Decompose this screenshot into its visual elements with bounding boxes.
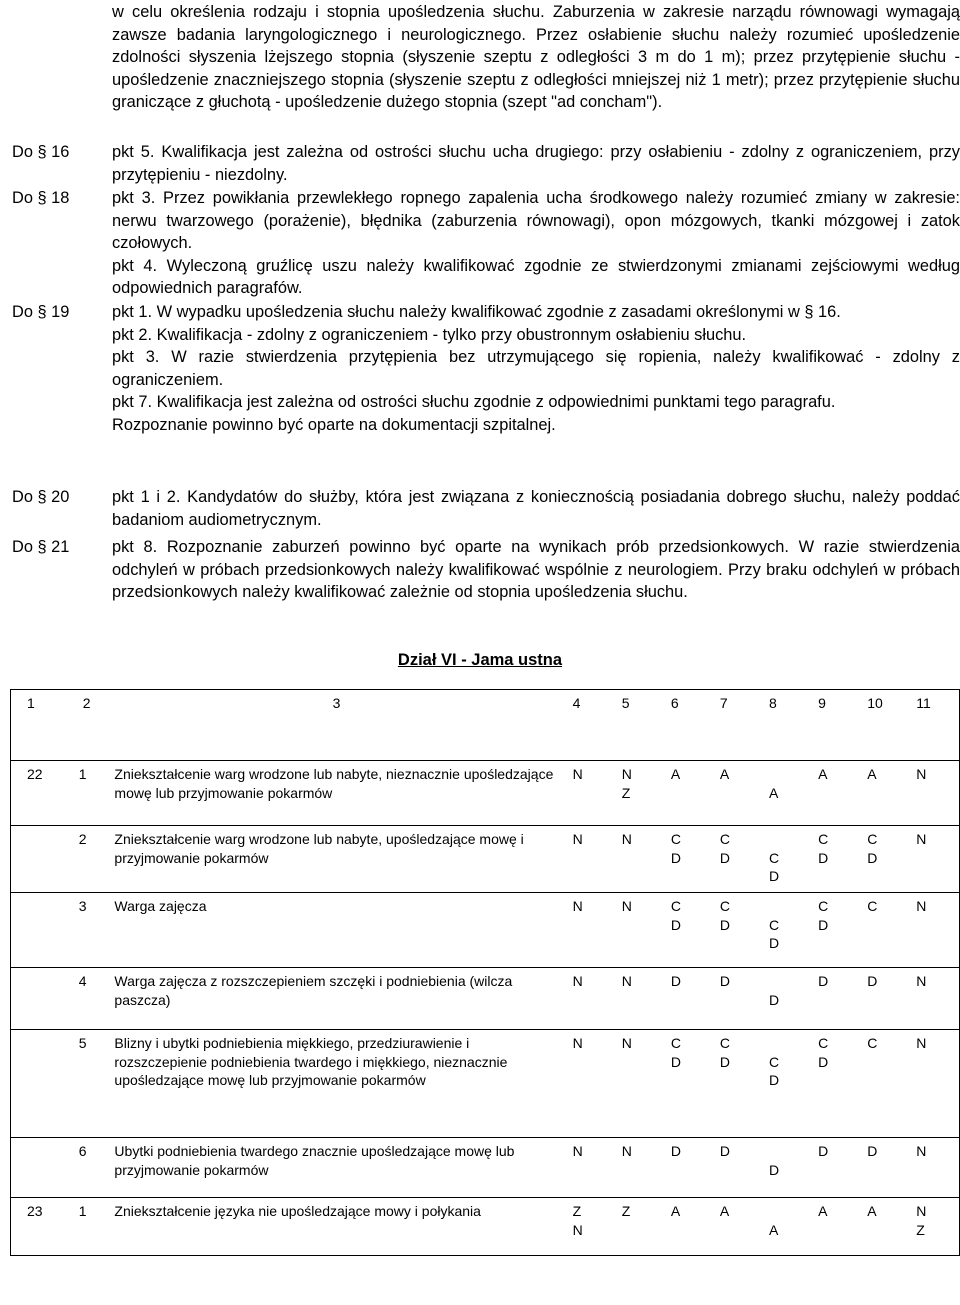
paragraph: pkt 3. W razie stwierdzenia przytępienia bez utrzymującego się ropienia, należy kwalifikować - zdolny z ograniczeniem. [112,348,960,389]
category-mark: D [818,1143,829,1159]
category-cell [714,1030,763,1138]
category-cell [910,893,959,968]
paragraph: pkt 2. Kwalifikacja - zdolny z ograniczeniem - tylko przy obustronnym osłabieniu słuchu. [112,325,747,344]
category-mark [763,1202,812,1221]
category-cell [567,968,616,1030]
category-mark: N [916,973,927,989]
category-mark: N [916,898,927,914]
category-mark: C [867,898,878,914]
category-mark: N [621,766,632,782]
category-cell [861,826,910,893]
category-mark: N [621,1143,632,1159]
category-cell [763,761,812,826]
category-mark: N [621,1035,632,1051]
paragraph: pkt 4. Wyleczoną gruźlicę uszu należy kwalifikować zgodnie ze stwierdzonymi zmianami zejściowymi według odpowiednich paragrafów. [112,256,960,298]
section-21 [12,536,960,604]
item-number: 2 [77,826,107,893]
category-mark: Z [572,1203,582,1219]
column-number: 9 [812,690,861,761]
category-mark: A [719,1203,730,1219]
category-cell [812,1198,861,1256]
section-20 [12,486,960,531]
category-mark: D [818,849,829,866]
category-cell [861,968,910,1030]
column-number: 11 [910,690,959,761]
category-mark: Z [621,1203,631,1219]
section-label: Do § 19 [12,303,70,321]
category-cell [714,968,763,1030]
group-number: 22 [11,761,77,826]
category-mark: D [818,916,829,933]
category-cell [567,1198,616,1256]
item-number: 1 [77,761,107,826]
category-cell [910,826,959,893]
intro-paragraph: w celu określenia rodzaju i stopnia upośledzenia słuchu. Zaburzenia w zakresie narządu równowagi wymagają zawsze badania laryngologicznego i neurologicznego. Przez osłabienie słuchu należy rozumieć upośledzenie zdolności słyszenia lżejszego stopnia (słyszenie szeptu z odległości 3 m do 1 m); przez przytępienie słuchu - upośledzenie znaczniejszego stopnia (słyszenie szeptu z odległości mniejszej niż 1 metr); przez przytępienie słuchu graniczące z głuchotą - upośledzenie dużego stopnia (szept "ad concham"). [112,3,960,112]
section-label: Do § 16 [12,143,70,161]
category-mark: N [621,831,632,847]
group-number [11,826,77,893]
condition-description: Zniekształcenie języka nie upośledzające mowy i połykania [106,1198,566,1256]
condition-description: Zniekształcenie warg wrodzone lub nabyte, nieznacznie upośledzające mowę lub przyjmowanie pokarmów [106,761,566,826]
category-mark: N [916,766,927,782]
category-mark: D [670,973,681,989]
category-cell [616,968,665,1030]
category-cell [714,761,763,826]
category-mark: N [572,1143,583,1159]
category-mark: N [621,898,632,914]
category-cell [763,968,812,1030]
category-cell [910,1198,959,1256]
category-mark: A [719,766,730,782]
group-number [11,1138,77,1198]
column-number: 1 [11,690,77,761]
category-mark [763,830,812,849]
category-cell [567,1030,616,1138]
category-mark: D [769,935,780,951]
column-number: 7 [714,690,763,761]
category-mark: A [769,784,779,801]
category-cell [567,826,616,893]
category-mark [763,1034,812,1053]
table-row [11,968,960,1030]
table-row [11,893,960,968]
category-mark: D [818,1053,829,1070]
paragraph: Rozpoznanie powinno być oparte na dokumentacji szpitalnej. [112,415,556,434]
category-mark: D [719,849,731,866]
category-mark: A [670,766,681,782]
category-mark: D [670,916,681,933]
category-mark [763,765,812,784]
category-mark: D [769,1072,780,1088]
category-mark: D [670,849,681,866]
category-mark: A [818,766,828,782]
category-cell [616,761,665,826]
category-cell [763,1138,812,1198]
group-number: 23 [11,1198,77,1256]
category-cell [763,1198,812,1256]
category-mark: C [867,831,878,847]
category-mark: D [867,1143,878,1159]
category-cell [616,893,665,968]
category-mark: C [719,1035,731,1051]
category-cell [910,1138,959,1198]
column-number: 8 [763,690,812,761]
category-cell [861,1030,910,1138]
section-title: Dział VI - Jama ustna [397,651,563,669]
category-mark: A [670,1203,681,1219]
category-mark: C [670,898,681,914]
column-number: 10 [861,690,910,761]
category-cell [665,1030,714,1138]
paragraph: pkt 3. Przez powikłania przewlekłego ropnego zapalenia ucha środkowego należy rozumieć zmiany w zakresie: nerwu twarzowego (porażenie), błędnika (zaburzenia równowagi), opon mózgowych, tkanki mózgowej i zatok czołowych. [112,189,960,253]
category-cell [665,826,714,893]
category-mark: D [719,916,731,933]
item-number: 6 [77,1138,107,1198]
category-cell [567,1138,616,1198]
category-mark: D [867,849,878,866]
category-mark: N [572,973,583,989]
category-cell [665,761,714,826]
category-cell [812,893,861,968]
item-number: 3 [77,893,107,968]
group-number [11,893,77,968]
category-cell [665,1198,714,1256]
category-mark: N [916,1143,927,1159]
category-mark: C [818,1035,829,1051]
paragraph: pkt 1. W wypadku upośledzenia słuchu należy kwalifikować zgodnie z zasadami określonymi w § 16. [112,303,841,321]
table-row [11,1198,960,1256]
condition-description: Ubytki podniebienia twardego znacznie upośledzające mowę lub przyjmowanie pokarmów [106,1138,566,1198]
category-cell [665,893,714,968]
category-cell [861,1198,910,1256]
category-mark: D [719,1143,731,1159]
section-label: Do § 18 [12,189,70,207]
section-19 [12,301,960,437]
section-label: Do § 21 [12,538,70,556]
category-cell [665,1138,714,1198]
category-cell [714,1138,763,1198]
item-number: 4 [77,968,107,1030]
category-cell [665,968,714,1030]
qualification-table [10,689,960,1256]
condition-description: Warga zajęcza z rozszczepieniem szczęki i podniebienia (wilcza paszcza) [106,968,566,1030]
category-mark: N [916,1203,927,1219]
table-row [11,826,960,893]
category-cell [763,893,812,968]
category-mark [763,1142,812,1161]
category-mark: D [769,868,780,884]
category-mark: D [769,991,780,1008]
item-number: 5 [77,1030,107,1138]
category-mark [763,972,812,991]
table-row [11,761,960,826]
category-mark: D [769,1161,780,1178]
column-number: 2 [77,690,107,761]
category-mark: D [719,973,731,989]
column-number: 6 [665,690,714,761]
column-number: 3 [106,690,566,761]
category-mark: C [670,831,681,847]
category-mark [763,897,812,916]
group-number [11,1030,77,1138]
intro-section [12,1,960,114]
section-label: Do § 20 [12,488,70,506]
condition-description: Blizny i ubytki podniebienia miękkiego, przedziurawienie i rozszczepienie podniebienia twardego i miękkiego, nieznacznie upośledzające mowę lub przyjmowanie pokarmów [106,1030,566,1138]
category-cell [812,968,861,1030]
category-mark: D [719,1053,731,1070]
category-mark: D [670,1143,681,1159]
category-cell [714,893,763,968]
category-cell [812,826,861,893]
category-mark: N [916,1035,927,1051]
category-cell [812,1030,861,1138]
table-row [11,1138,960,1198]
category-cell [616,1138,665,1198]
category-cell [812,761,861,826]
category-mark: D [818,973,829,989]
category-cell [910,761,959,826]
category-cell [616,1030,665,1138]
category-cell [567,893,616,968]
paragraph: pkt 1 i 2. Kandydatów do służby, która jest związana z koniecznością posiadania dobrego słuchu, należy poddać badaniom audiometrycznym. [112,488,960,529]
category-cell [861,1138,910,1198]
category-cell [910,1030,959,1138]
category-mark: D [670,1053,681,1070]
category-mark: C [670,1035,681,1051]
category-mark: C [818,898,829,914]
category-mark: N [572,898,583,914]
table-row [11,1030,960,1138]
item-number: 1 [77,1198,107,1256]
column-number: 5 [616,690,665,761]
category-cell [616,1198,665,1256]
category-mark: C [719,831,731,847]
category-mark: N [621,973,632,989]
category-cell [861,893,910,968]
section-16 [12,141,960,186]
category-mark: A [818,1203,828,1219]
condition-description: Warga zajęcza [106,893,566,968]
paragraph: pkt 7. Kwalifikacja jest zależna od ostrości słuchu zgodnie z odpowiednimi punktami tego paragrafu. [112,393,836,412]
category-mark: A [867,1203,877,1219]
category-cell [567,761,616,826]
category-cell [861,761,910,826]
column-number: 4 [567,690,616,761]
category-mark: C [769,916,780,933]
section-18 [12,187,960,300]
category-mark: D [867,973,878,989]
category-cell [714,826,763,893]
category-mark: N [572,766,583,782]
paragraph: pkt 5. Kwalifikacja jest zależna od ostrości słuchu ucha drugiego: przy osłabieniu - zdolny z ograniczeniem, przy przytępieniu - niezdolny. [112,143,960,184]
category-cell [763,826,812,893]
category-cell [910,968,959,1030]
category-cell [763,1030,812,1138]
category-mark: C [719,898,731,914]
category-mark: A [769,1221,779,1238]
paragraph: pkt 8. Rozpoznanie zaburzeń powinno być oparte na wynikach prób przedsionkowych. W razie stwierdzenia odchyleń w próbach przedsionkowych należy kwalifikować wspólnie z neurologiem. Przy braku odchyleń w próbach przedsionkowych należy kwalifikować zależnie od stopnia upośledzenia słuchu. [112,538,960,602]
category-mark: Z [621,784,631,801]
category-cell [616,826,665,893]
category-mark: C [769,1053,780,1070]
category-mark: N [916,831,927,847]
category-mark: C [769,849,780,866]
category-mark: C [818,831,829,847]
category-mark: N [572,831,583,847]
category-mark: N [572,1221,583,1238]
category-cell [812,1138,861,1198]
category-mark: N [572,1035,583,1051]
table-header-row [11,690,960,761]
group-number [11,968,77,1030]
condition-description: Zniekształcenie warg wrodzone lub nabyte, upośledzające mowę i przyjmowanie pokarmów [106,826,566,893]
category-mark: C [867,1035,878,1051]
category-mark: Z [916,1221,925,1238]
category-cell [714,1198,763,1256]
category-mark: A [867,766,877,782]
